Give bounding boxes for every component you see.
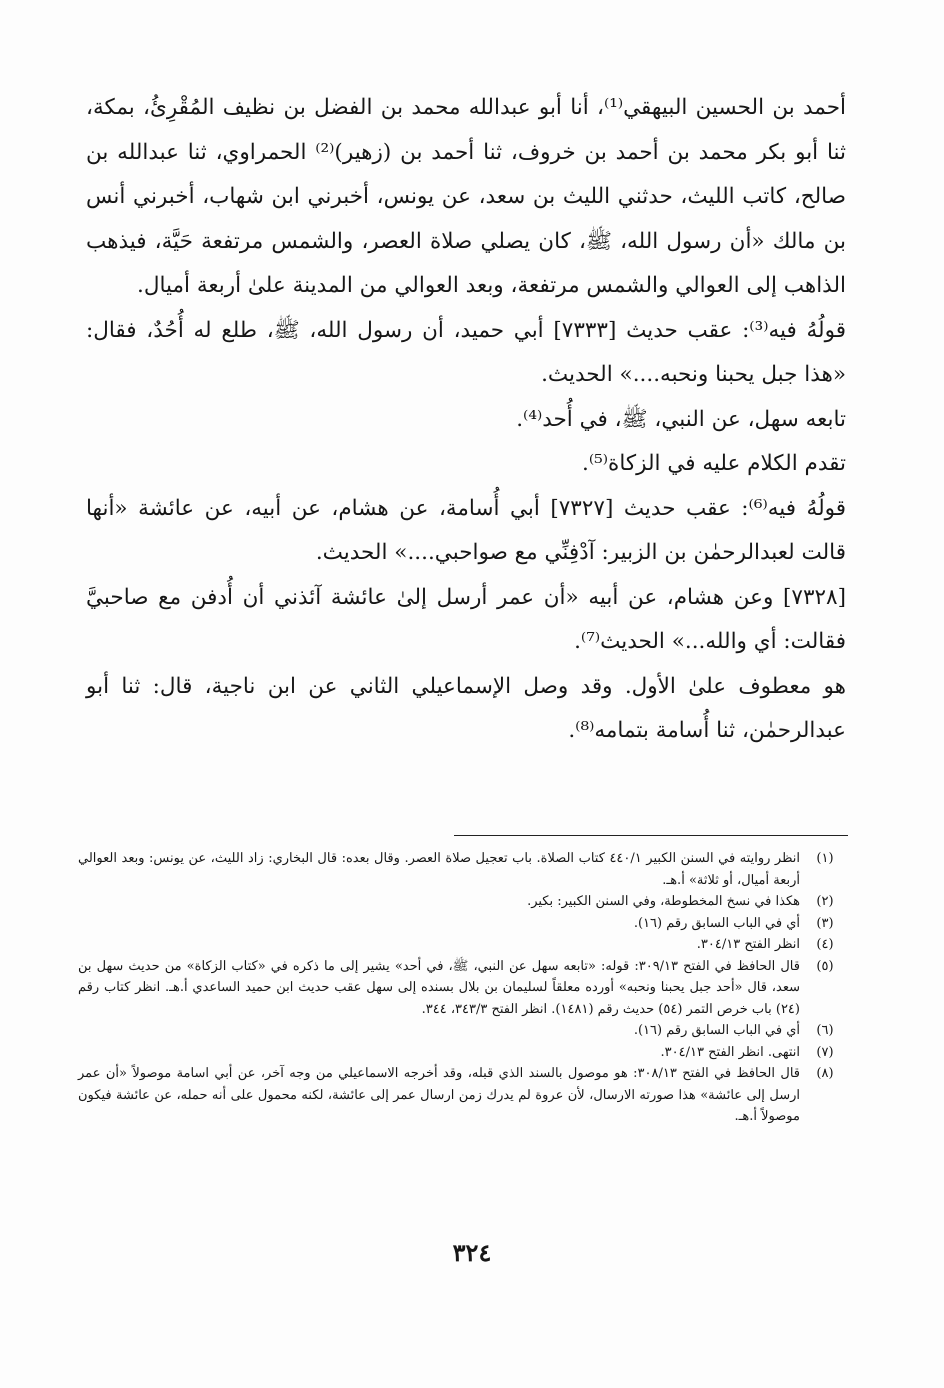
footnote-text: انتهى. انظر الفتح ٣٠٤/١٣. <box>660 1044 800 1060</box>
footnote-text: أي في الباب السابق رقم (١٦). <box>633 1023 800 1038</box>
footnote-item <box>78 1063 850 1128</box>
footnote-text: قال الحافظ في الفتح ٣٠٩/١٣: قوله: «تابعه سهل عن النبي، ﷺ، في أحد» يشير إلى ما ذكره في «كتاب الزكاة» من حديث سهل بن سعد، قال «أحد جبل يحبنا ونحبه» أورده معلقاً لسليمان بن بلال بسنده إلى سهل عقب حديث ابن حميد الساعدي أ.هـ. انظر كتاب رقم (٢٤) باب خرص التمر (٥٤) حديث رقم (١٤٨١). انظر الفتح ٣٤٣/٣، ٣٤٤. <box>78 958 800 1017</box>
paragraph-hadith-7328: [٧٣٢٨] وعن هشام، عن أبيه «أن عمر أرسل إلىٰ عائشة آئذني أن أُدفن مع صاحبيَّ فقالت: أي والله...» الحديث⁽⁷⁾. <box>86 584 846 654</box>
footnote-text: انظر الفتح ٣٠٤/١٣. <box>696 937 800 952</box>
footnote-number: (٣) <box>816 915 834 931</box>
footnote-item <box>78 848 850 891</box>
footnote-text: أي في الباب السابق رقم (١٦). <box>633 915 800 931</box>
paragraph-qawluhu-2: قولُهُ فيه⁽⁶⁾: عقب حديث [٧٣٢٧] أبي أُسامة، عن هشام، عن أبيه، عن عائشة «أنها قالت لعبدالرحمٰن بن الزبير: آدْفِنِّي مع صواحبي....» الحديث. <box>86 495 847 565</box>
footnote-number: (٢) <box>816 894 834 909</box>
footnote-divider <box>454 835 848 836</box>
footnote-number: (١) <box>816 851 834 866</box>
footnote-number: (٤) <box>816 937 834 952</box>
footnote-text: قال الحافظ في الفتح ٣٠٨/١٣: هو موصول بالسند الذي قبله، وقد أخرجه الاسماعيلي من وجه آخر، عن أبي اسامة موصولاً «أن عمر ارسل إلى عائشة» هذا صورته الارسال، لأن عروة لم يدرك زمن ارسال عمر إلى عائشة، لكنه محمول على أنه حمله، عن عائشة فيكون موصولاً أ.هـ. <box>78 1066 800 1124</box>
page-number: ٣٢٤ <box>452 1238 492 1267</box>
footnote-item <box>78 891 850 913</box>
footnotes <box>78 848 850 1128</box>
footnote-number: (٨) <box>816 1066 834 1081</box>
paragraph-tabaahu: تابعه سهل، عن النبي، ﷺ، في أُحد⁽⁴⁾. <box>516 406 846 432</box>
footnote-item <box>78 1020 850 1042</box>
footnote-item <box>78 956 850 1021</box>
paragraph-isnad: أحمد بن الحسين البيهقي⁽¹⁾، أنا أبو عبدالله محمد بن الفضل بن نظيف المُقْرِئُ، بمكة، ثنا أبو بكر محمد بن أحمد بن خروف، ثنا أحمد بن (زهير)⁽²⁾ الحمراوي، ثنا عبدالله بن صالح، كاتب الليث، حدثني الليث بن سعد، عن يونس، أخبرني ابن شهاب، أخبرني أنس بن مالك «أن رسول الله، ﷺ، كان يصلي صلاة العصر، والشمس مرتفعة حَيَّة، فيذهب الذاهب إلى العوالي والشمس مرتفعة، وبعد العوالي من المدينة علىٰ أربعة أميال. <box>86 95 846 298</box>
footnote-text: انظر روايته في السنن الكبير ٤٤٠/١ كتاب الصلاة. باب تعجيل صلاة العصر. وقال بعده: قال البخاري: زاد الليث، عن يونس: وبعد العوالي أربعة أميال، أو ثلاثة» أ.هـ. <box>78 851 800 888</box>
main-text <box>86 86 846 754</box>
footnote-item <box>78 934 850 956</box>
footnote-item <box>78 913 850 935</box>
footnote-number: (٧) <box>816 1044 834 1060</box>
paragraph-huwa-matuf: هو معطوف علىٰ الأول. وقد وصل الإسماعيلي الثاني عن ابن ناجية، قال: ثنا أبو عبدالرحمٰن، ثنا أُسامة بتمامه⁽⁸⁾. <box>86 673 846 743</box>
footnote-number: (٦) <box>816 1023 834 1038</box>
paragraph-taqaddama: تقدم الكلام عليه في الزكاة⁽⁵⁾. <box>582 451 846 476</box>
footnote-text: هكذا في نسخ المخطوطة، وفي السنن الكبير: بكير. <box>527 894 800 909</box>
footnote-item <box>78 1042 850 1064</box>
paragraph-qawluhu-1: قولُهُ فيه⁽³⁾: عقب حديث [٧٣٣٣] أبي حميد، أن رسول الله، ﷺ، طلع له أُحُدٌ، فقال: «هذا جبل يحبنا ونحبه....» الحديث. <box>86 317 846 387</box>
footnote-number: (٥) <box>816 958 834 974</box>
